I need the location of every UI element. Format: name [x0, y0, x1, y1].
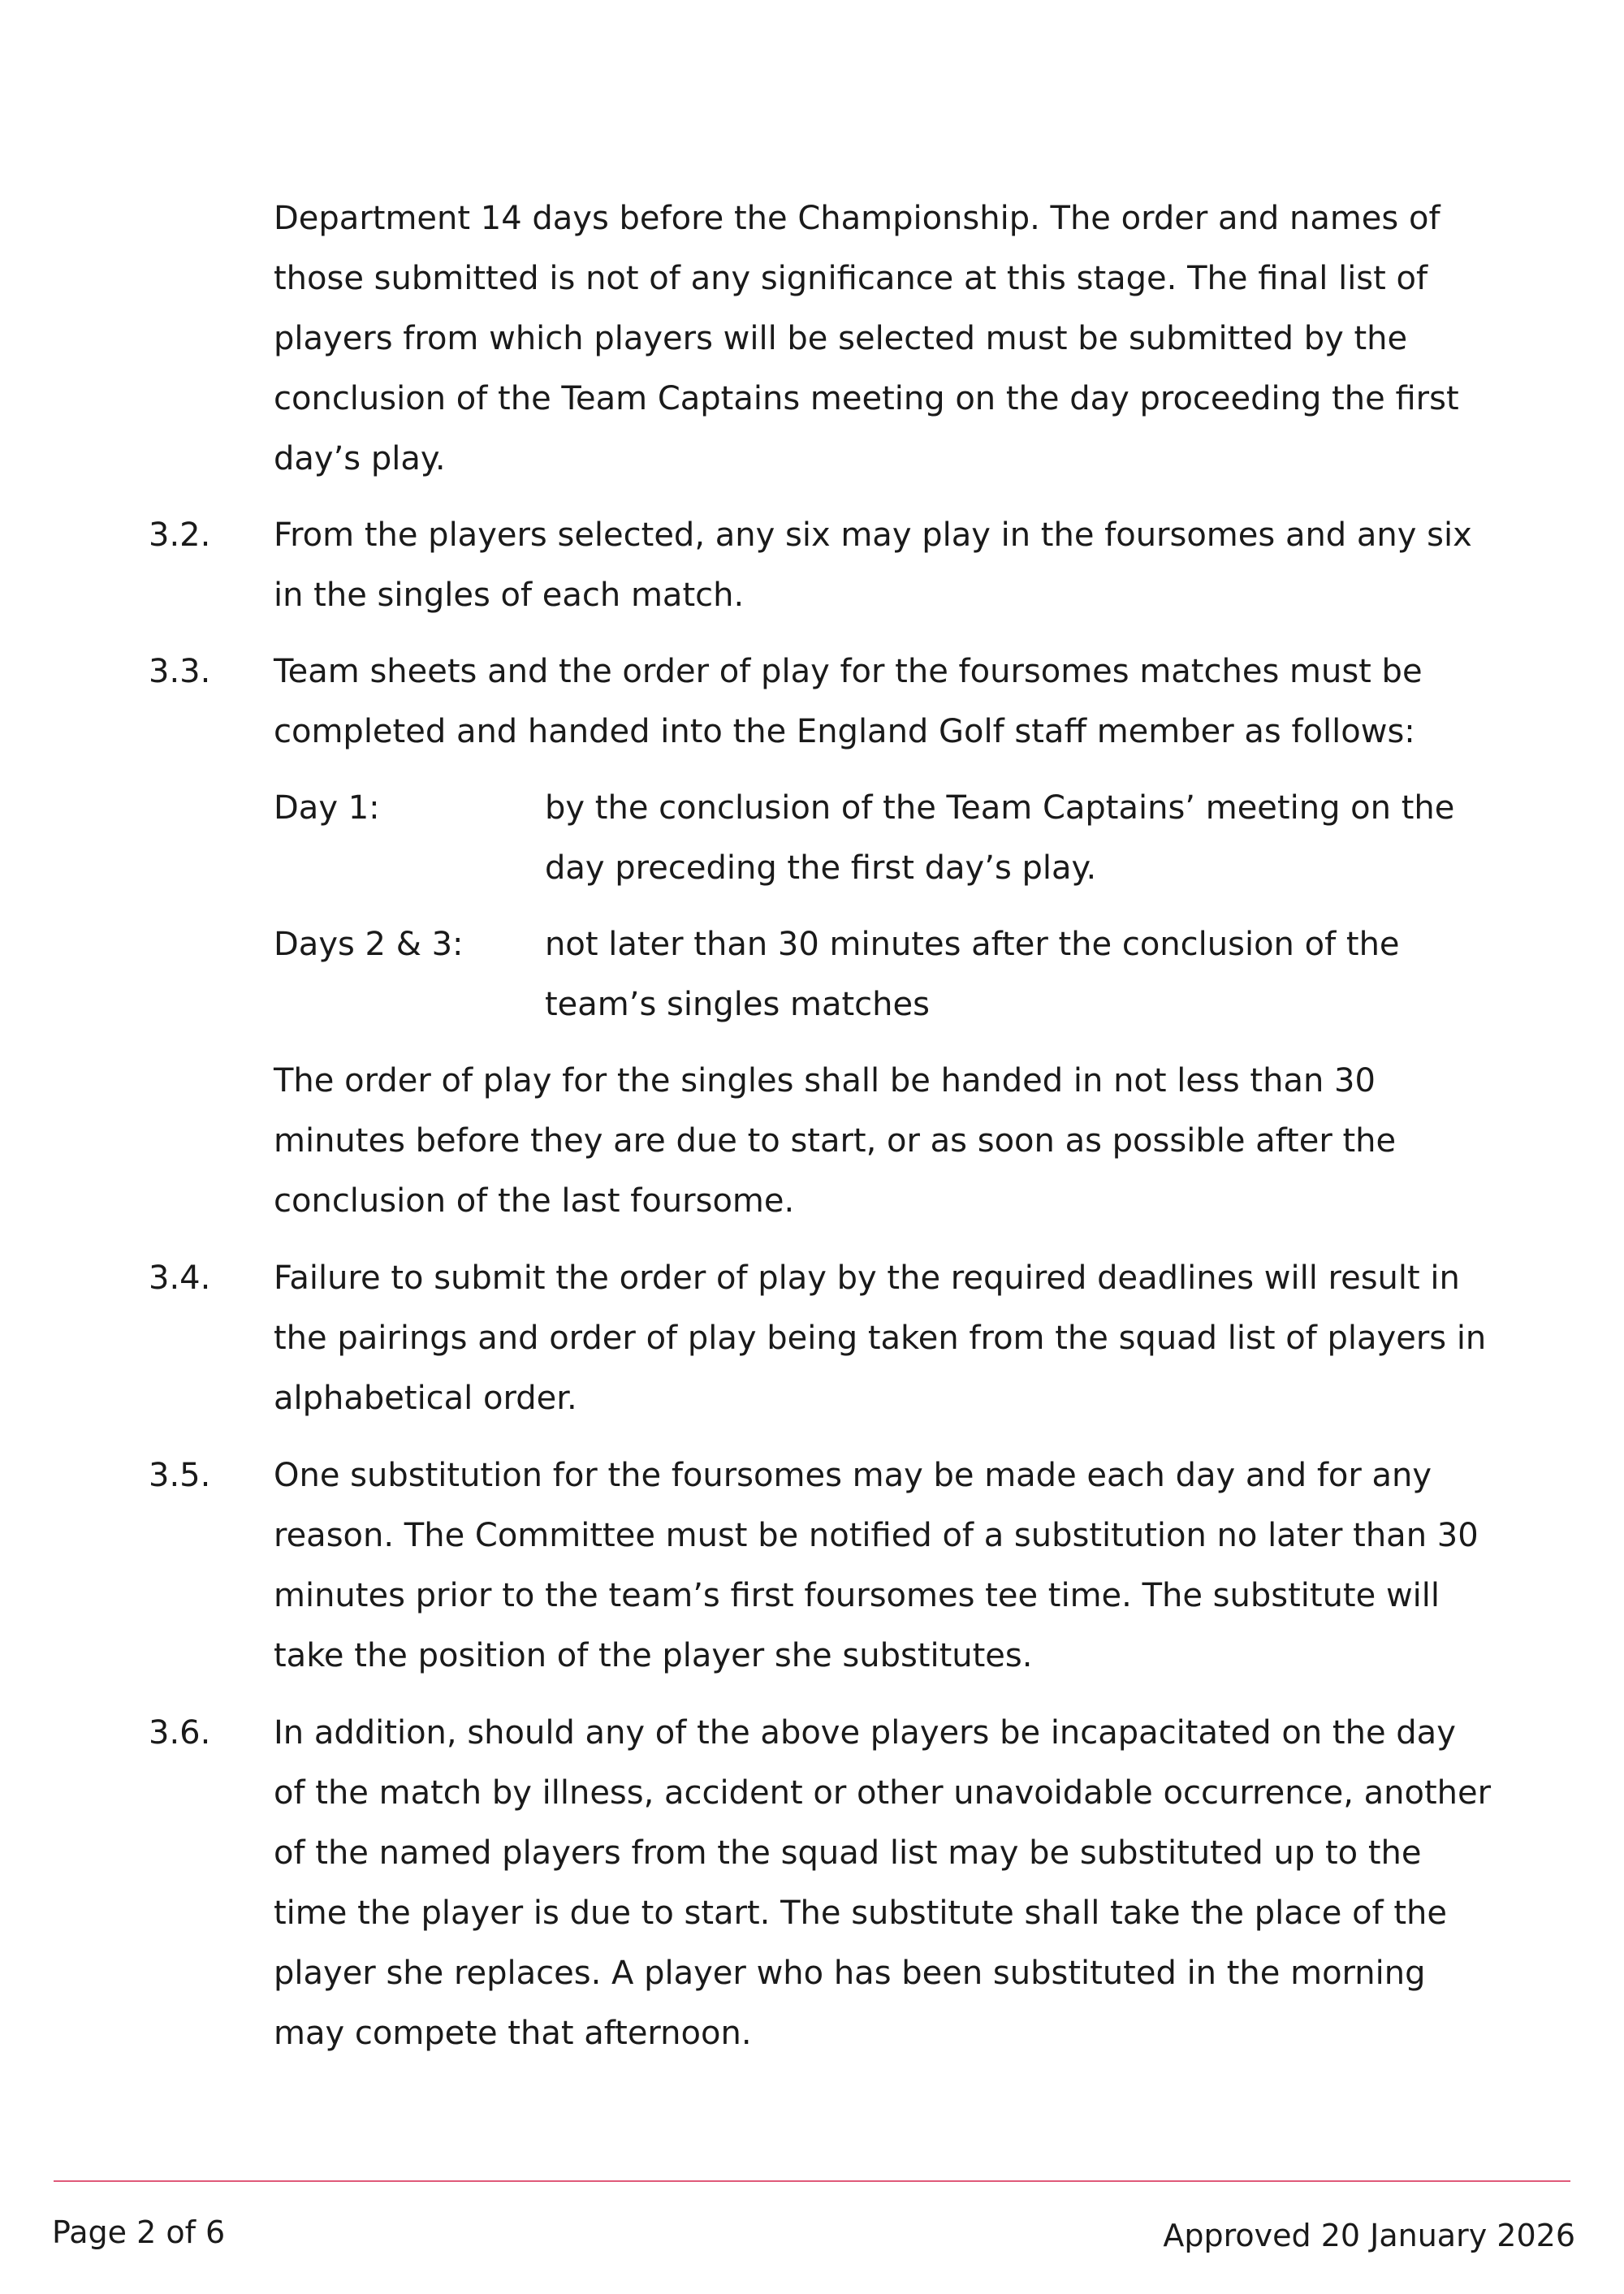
section-3-3-followup: The order of play for the singles shall be handed in not less than 30 minutes before they are due to start, or as soon as possible after the conclusion of the last foursome.	[274, 1062, 1397, 1220]
day-1-text: by the conclusion of the Team Captains’ meeting on the day preceding the first day’s play.	[545, 789, 1455, 887]
section-3-6-text: In addition, should any of the above players be incapacitated on the day of the match by illness, accident or other unavoidable occurrence, another of the named players from the squad list may be substituted up to the time the player is due to start. The substitute shall take the place of the player she replaces. A player who has been substituted in the morning may compete that afternoon.	[274, 1714, 1492, 2052]
section-number-3-6: 3.6.	[149, 1714, 211, 1752]
section-number-3-2: 3.2.	[149, 516, 211, 554]
approval-date: Approved 20 January 2026	[1163, 2218, 1575, 2253]
intro-paragraph: Department 14 days before the Championship. The order and names of those submitted is not of any significance at this stage. The final list of players from which players will be selected must be submitted by the conclusion of the Team Captains meeting on the day proceeding the first day’s play.	[274, 200, 1459, 477]
section-3-5-text: One substitution for the foursomes may be made each day and for any reason. The Committee must be notified of a substitution no later than 30 minutes prior to the team’s first foursomes tee time. The substitute will take the position of the player she substitutes.	[274, 1457, 1479, 1674]
section-number-3-4: 3.4.	[149, 1259, 211, 1297]
section-number-3-3: 3.3.	[149, 653, 211, 690]
day-1-label: Day 1:	[274, 789, 380, 827]
section-3-3-text: Team sheets and the order of play for the foursomes matches must be completed and handed into the England Golf staff member as follows:	[274, 653, 1423, 750]
section-3-4-text: Failure to submit the order of play by the required deadlines will result in the pairings and order of play being taken from the squad list of players in alphabetical order.	[274, 1259, 1487, 1417]
section-3-2-text: From the players selected, any six may play in the foursomes and any six in the singles of each match.	[274, 516, 1472, 614]
section-number-3-5: 3.5.	[149, 1457, 211, 1494]
page-number: Page 2 of 6	[52, 2214, 226, 2250]
footer-divider	[54, 2180, 1570, 2182]
days-2-3-text: not later than 30 minutes after the conclusion of the team’s singles matches	[545, 926, 1400, 1023]
days-2-3-label: Days 2 & 3:	[274, 926, 464, 963]
